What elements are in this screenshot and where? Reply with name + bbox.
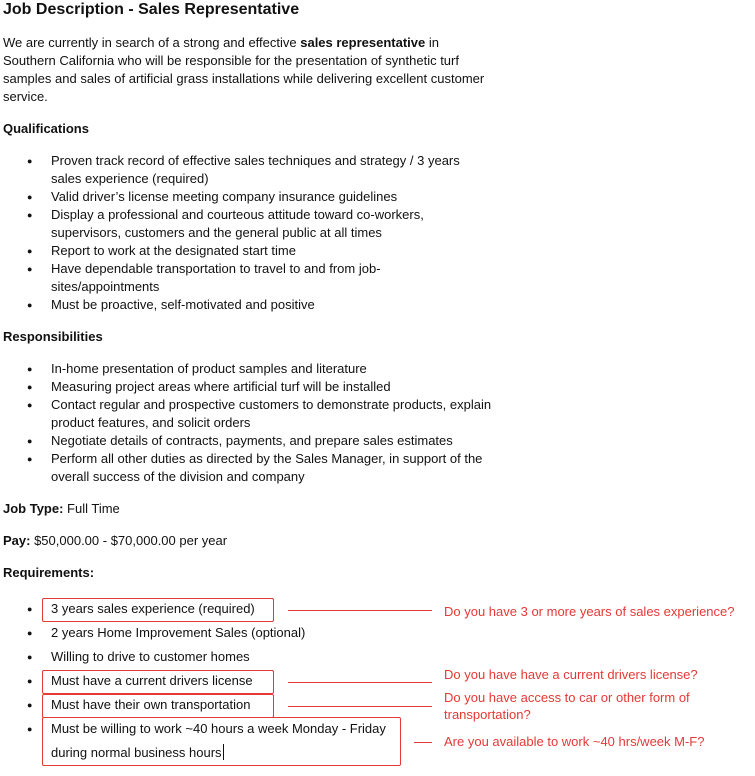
requirement-text: 3 years sales experience (required) [51,601,255,616]
requirement-text: Willing to drive to customer homes [51,649,250,664]
annotation-availability: Are you available to work ~40 hrs/week M-F? [444,734,705,749]
list-item: ● Report to work at the designated start time [0,242,470,260]
annotation-transportation-line1: Do you have access to car or other form of [444,690,690,705]
list-item: ● Display a professional and courteous attitude toward co-workers, supervisors, customers and the general public at all times [0,206,470,242]
highlight-box-transportation[interactable] [42,694,274,718]
highlight-box-availability[interactable] [42,717,401,766]
requirement-text: 2 years Home Improvement Sales (optional) [51,625,306,640]
annotation-drivers-license: Do you have have a current drivers license? [444,667,698,682]
intro-text-end: in Southern California who will be responsible for the presentation of synthetic turf samples and sales of artificial grass installations while delivering excellent customer service. [3,35,485,104]
requirement-text-line1: ● Must be willing to work ~40 hours a week Monday - Friday [51,721,386,736]
job-type-value: Full Time [63,501,120,516]
page-title: Job Description - Sales Representative [3,1,300,18]
pay-label: Pay: [3,533,31,548]
list-item: ● Valid driver’s license meeting company insurance guidelines [0,188,470,206]
requirement-text-line2-content: during normal business hours [51,745,222,760]
pay-value: $50,000.00 - $70,000.00 per year [30,533,228,548]
qualifications-heading: Qualifications [3,121,89,136]
annotation-sales-experience: Do you have 3 or more years of sales experience? [444,604,735,619]
requirement-item [0,645,420,669]
connector-line [288,682,432,683]
intro-bold-role: sales representative [300,35,426,50]
requirements-heading: Requirements: [3,565,95,580]
pay-line [3,532,227,550]
list-item: ● Perform all other duties as directed by the Sales Manager, in support of the overall success of the division and company [0,450,500,486]
qualifications-list [0,152,470,314]
list-item: ● Must be proactive, self-motivated and positive [0,296,470,314]
intro-text-start: We are currently in search of a strong and effective [3,35,301,50]
list-item: ● Have dependable transportation to travel to and from job-sites/appointments [0,260,470,296]
requirement-text: Must have a current drivers license [51,673,253,688]
list-item: ● Negotiate details of contracts, payments, and prepare sales estimates [0,432,500,450]
requirement-item [0,621,420,645]
list-item: ● Proven track record of effective sales techniques and strategy / 3 years sales experience (required) [0,152,470,188]
list-item: ● Contact regular and prospective customers to demonstrate products, explain product features, and solicit orders [0,396,500,432]
highlight-box-sales-experience[interactable] [42,598,274,622]
requirement-text: Must have their own transportation [51,697,251,712]
job-type-label: Job Type: [3,501,64,516]
job-type-line [3,500,120,518]
annotation-transportation-line2: transportation? [444,707,531,722]
responsibilities-list [0,360,500,486]
annotation-transportation [444,689,690,723]
responsibilities-heading: Responsibilities [3,329,103,344]
list-item: ● In-home presentation of product samples and literature [0,360,500,378]
connector-line [414,742,432,743]
connector-line [288,706,432,707]
intro-paragraph [3,34,493,106]
connector-line [288,610,432,611]
highlight-box-drivers-license[interactable] [42,670,274,694]
list-item: ● Measuring project areas where artificial turf will be installed [0,378,500,396]
